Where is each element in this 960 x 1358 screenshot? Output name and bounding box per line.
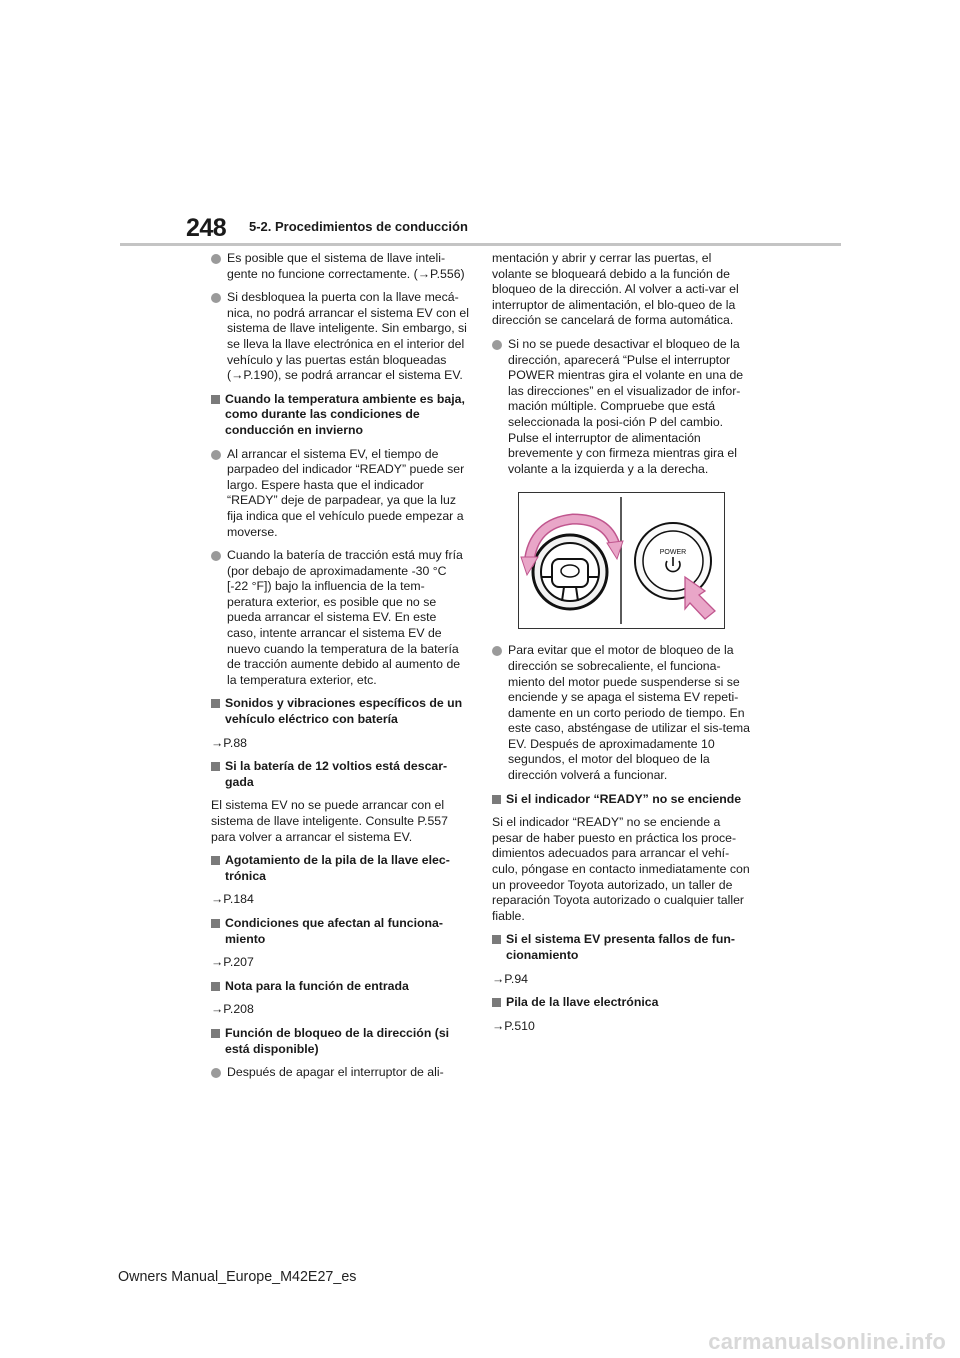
bullet-item: Es posible que el sistema de llave inteli-gente no funcione correctamente. (→P.556) [211, 251, 469, 282]
page-reference: →P.88 [211, 735, 248, 750]
bullet-item: Después de apagar el interruptor de ali- [211, 1065, 469, 1081]
page-reference: →P.510 [492, 1018, 535, 1033]
bullet-item: Si no se puede desactivar el bloqueo de la dirección, aparecerá “Pulse el interruptor POWER mientras gira el volante en una de las direcciones” en el visualizador de infor-mación múltiple. Compruebe que está seleccionada la posi-ción P del cambio. Pulse el interruptor de alimentación brevemente y con firmeza mientras gira el volante a la izquierda y a la derecha. [492, 337, 754, 477]
watermark: carmanualsonline.info [708, 1329, 946, 1354]
power-button-label: POWER [659, 549, 687, 557]
section-heading: Si la batería de 12 voltios está descar-gada [211, 759, 469, 790]
page-number: 248 [186, 214, 227, 242]
section-heading: Pila de la llave electrónica [492, 995, 754, 1011]
page-reference: →P.184 [211, 892, 254, 907]
right-column [492, 251, 754, 1042]
page-reference: →P.208 [211, 1002, 254, 1017]
paragraph-continued: mentación y abrir y cerrar las puertas, el volante se bloqueará debido a la función de bloqueo de la dirección. Al volver a acti-var el interruptor de alimentación, el blo-queo de la dirección se cancelará de forma automática. [492, 251, 739, 328]
header-divider [120, 243, 841, 246]
paragraph: Si el indicador “READY” no se enciende a pesar de haber puesto en práctica los proce-dimientos adecuados para arrancar el vehí-culo, póngase en contacto inmediatamente con un proveedor Toyota autorizado, un taller de reparación Toyota autorizado o cualquier taller fiable. [492, 815, 750, 923]
section-title: 5-2. Procedimientos de conducción [249, 219, 468, 234]
bullet-item: Cuando la batería de tracción está muy fría (por debajo de aproximadamente -30 °C [-22 °F]) bajo la influencia de la tem-peratura exterior, es posible que no se pueda arrancar el sistema EV. En este caso, intente arrancar el sistema EV de nuevo cuando la temperatura de la batería de tracción aumente debido al aumento de la temperatura exterior, etc. [211, 548, 469, 688]
steering-lock-illustration [518, 492, 725, 629]
footer-text: Owners Manual_Europe_M42E27_es [118, 1269, 357, 1285]
section-heading: Agotamiento de la pila de la llave elec-trónica [211, 853, 469, 884]
section-heading: Si el indicador “READY” no se enciende [492, 792, 754, 808]
section-heading: Condiciones que afectan al funciona-miento [211, 916, 469, 947]
bullet-item: Si desbloquea la puerta con la llave mecá-nica, no podrá arrancar el sistema EV con el sistema de llave inteligente. Sin embargo, si se lleva la llave electrónica en el interior del vehículo y las puertas están bloqueadas (→P.190), se podrá arrancar el sistema EV. [211, 290, 469, 384]
bullet-item: Al arrancar el sistema EV, el tiempo de parpadeo del indicador “READY” puede ser largo. Espere hasta que el indicador “READY” deje de parpadear, ya que la luz fija indica que el vehículo puede empezar a moverse. [211, 447, 469, 541]
section-heading: Nota para la función de entrada [211, 979, 469, 995]
section-heading: Cuando la temperatura ambiente es baja, como durante las condiciones de conducción en invierno [211, 392, 469, 439]
page-reference: →P.207 [211, 955, 254, 970]
section-heading: Sonidos y vibraciones específicos de un vehículo eléctrico con batería [211, 696, 469, 727]
section-heading: Si el sistema EV presenta fallos de fun-cionamiento [492, 932, 754, 963]
left-column [211, 251, 469, 1089]
steering-wheel-icon [533, 535, 607, 609]
section-heading: Función de bloqueo de la dirección (si está disponible) [211, 1026, 469, 1057]
paragraph: El sistema EV no se puede arrancar con el sistema de llave inteligente. Consulte P.557 para volver a arrancar el sistema EV. [211, 798, 448, 844]
bullet-item: Para evitar que el motor de bloqueo de la dirección se sobrecaliente, el funciona-miento del motor puede suspenderse si se enciende y se apaga el sistema EV repeti-damente en un corto periodo de tiempo. En este caso, absténgase de utilizar el sis-tema EV. Después de aproximadamente 10 segundos, el motor del bloqueo de la dirección volverá a funcionar. [492, 643, 754, 783]
page-reference: →P.94 [492, 971, 529, 986]
